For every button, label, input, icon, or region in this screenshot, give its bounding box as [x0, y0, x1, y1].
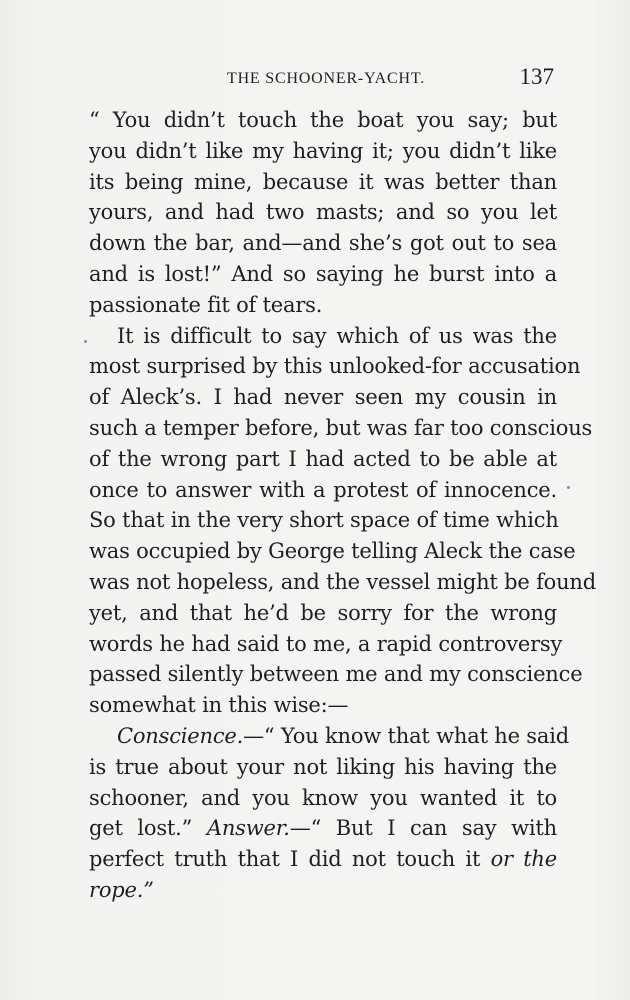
- body-text: [89, 105, 596, 906]
- text-line: of Aleck’s. I had never seen my cousin in: [89, 385, 557, 410]
- text-line: its being mine, because it was better than: [89, 169, 557, 194]
- running-title: THE SCHOONER-YACHT.: [227, 70, 426, 87]
- text-line: you didn’t like my having it; you didn’t like: [89, 138, 557, 163]
- text-line: was occupied by George telling Aleck the case: [89, 539, 576, 564]
- running-head: [84, 64, 554, 94]
- italic-phrase: or the: [490, 847, 557, 872]
- dialogue-line: schooner, and you know you wanted it to: [89, 785, 557, 810]
- text-line: of the wrong part I had acted to be able at: [89, 446, 557, 471]
- text-line: somewhat in this wise:—: [89, 693, 349, 718]
- dialogue-text: —“ You know that what he said: [243, 723, 569, 748]
- speaker-label: Conscience.: [117, 723, 244, 748]
- text-line: was not hopeless, and the vessel might be found: [89, 569, 596, 594]
- text-line: So that in the very short space of time which: [89, 508, 559, 533]
- dialogue-text: get lost.”: [89, 816, 193, 841]
- dialogue-text: perfect truth that I did not touch it: [89, 847, 481, 872]
- text-line: “ You didn’t touch the boat you say; but: [89, 108, 557, 132]
- text-line: words he had said to me, a rapid controversy: [89, 631, 563, 656]
- paper-speck: [84, 340, 87, 343]
- text-line: passionate fit of tears.: [89, 292, 323, 317]
- dialogue-line: [89, 844, 557, 875]
- text-line: and is lost!” And so saying he burst into a: [89, 261, 557, 286]
- dialogue-line: [89, 721, 569, 752]
- italic-phrase: rope.”: [89, 877, 154, 902]
- dialogue-line: [89, 813, 557, 844]
- dialogue-text: —“ But I can say with: [289, 816, 557, 841]
- paper-speck: [567, 486, 570, 489]
- text-line: yet, and that he’d be sorry for the wrong: [89, 600, 557, 625]
- text-line: yours, and had two masts; and so you let: [89, 200, 557, 225]
- page-number: 137: [519, 64, 554, 89]
- text-line: down the bar, and—and she’s got out to sea: [89, 231, 557, 256]
- dialogue-line: [89, 875, 557, 906]
- text-line: most surprised by this unlooked-for accusation: [89, 354, 581, 379]
- text-line: It is difficult to say which of us was the: [117, 323, 557, 348]
- text-line: once to answer with a protest of innocence.: [89, 477, 557, 502]
- text-line: such a temper before, but was far too conscious: [89, 415, 593, 440]
- speaker-label: Answer.: [206, 816, 290, 841]
- dialogue-line: is true about your not liking his having the: [89, 754, 557, 779]
- text-line: passed silently between me and my conscience: [89, 662, 583, 687]
